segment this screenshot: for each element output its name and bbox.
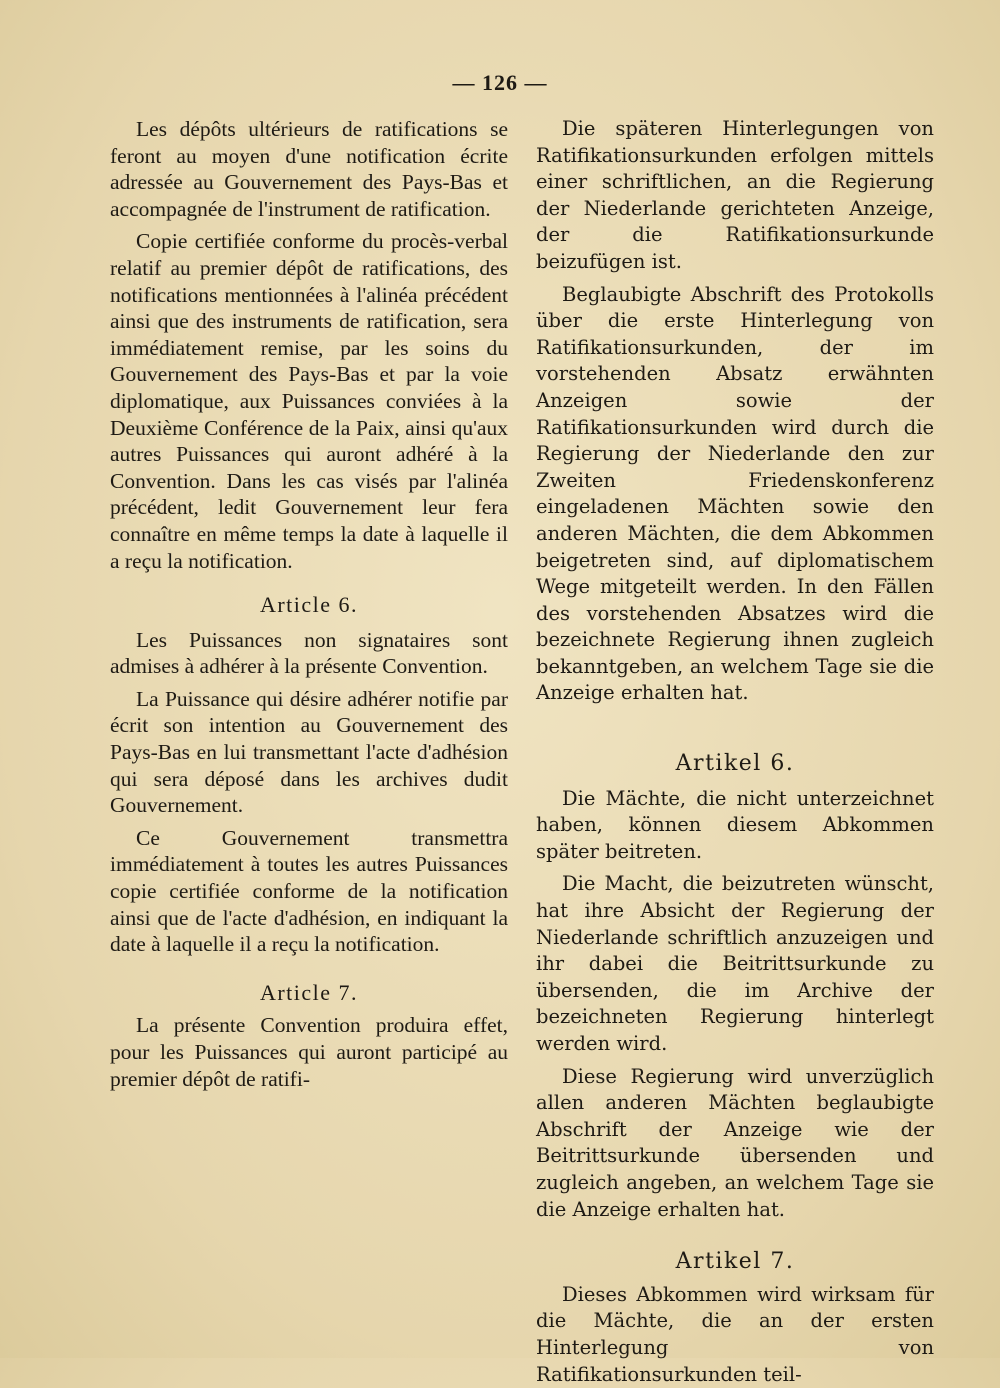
french-paragraph: La Puissance qui désire adhérer notifie par écrit son intention au Gouvernement des Pays-Bas en lui transmettant l'acte d'adhésion qui sera déposé dans les archives dudit Gouvernement. (110, 686, 508, 818)
german-paragraph: Beglaubigte Abschrift des Protokolls über die erste Hinterlegung von Ratifikationsurkunden, der im vorstehenden Absatz erwähnten Anzeigen sowie der Ratifikationsurkunden wird durch die Regierung der Niederlande den zur Zweiten Friedenskonferenz eingeladenen Mächten sowie den anderen Mächten, die dem Abkommen beigetreten sind, auf diplomatischem Wege mitgeteilt werden. In den Fällen des vorstehenden Absatzes wird die bezeichnete Regierung ihnen zugleich bekanntgeben, an welchem Tage sie die Anzeige erhalten hat. (536, 282, 934, 705)
german-paragraph: Diese Regierung wird unverzüglich allen anderen Mächten beglaubigte Abschrift der Anzeige wie der Beitrittsurkunde übersenden und zugleich angeben, an welchem Tage sie die Anzeige erhalten hat. (536, 1064, 934, 1221)
french-paragraph: Les dépôts ultérieurs de ratifications se feront au moyen d'une notification écrite adressée au Gouvernement des Pays-Bas et accompagnée de l'instrument de ratification. (110, 117, 508, 221)
french-article-7-heading: Article 7. (259, 979, 359, 1005)
german-paragraph: Die Mächte, die nicht unterzeichnet haben, können diesem Abkommen später beitreten. (536, 786, 934, 863)
french-paragraph: Ce Gouvernement transmettra immédiatement à toutes les autres Puissances copie certifiée conforme de la notification ainsi que de l'acte d'adhésion, en indiquant la date à laquelle il a reçu la notification. (110, 825, 508, 957)
german-article-7-heading: Artikel 7. (675, 1249, 795, 1275)
french-paragraph: Les Puissances non signataires sont admises à adhérer à la présente Convention. (110, 627, 508, 679)
german-column (536, 116, 934, 1388)
german-paragraph: Die späteren Hinterlegungen von Ratifikationsurkunden erfolgen mittels einer schriftlichen, an die Regierung der Niederlande gerichteten Anzeige, der die Ratifikationsurkunde beizufügen ist. (536, 117, 934, 273)
french-article-6-heading: Article 6. (259, 592, 359, 618)
german-paragraph: Dieses Abkommen wird wirksam für die Mächte, die an der ersten Hinterlegung von Ratifikationsurkunden teil- (536, 1282, 934, 1386)
german-paragraph: Die Macht, die beizutreten wünscht, hat ihre Absicht der Regierung der Niederlande schriftlich anzuzeigen und ihr dabei die Beitrittsurkunde zu übersenden, die im Archive der bezeichneten Regierung hinterlegt werden wird. (536, 872, 934, 1055)
french-paragraph: La présente Convention produira effet, pour les Puissances qui auront participé au premier dépôt de ratifi- (110, 1013, 508, 1091)
page-number: — 126 — (452, 70, 548, 95)
german-article-6-heading: Artikel 6. (675, 751, 795, 777)
french-column (110, 116, 508, 1092)
french-paragraph: Copie certifiée conforme du procès-verbal relatif au premier dépôt de ratifications, des notifications mentionnées à l'alinéa précédent ainsi que des instruments de ratification, sera immédiatement remise, par les soins du Gouvernement des Pays-Bas et par la voie diplomatique, aux Puissances conviées à la Deuxième Conférence de la Paix, ainsi qu'aux autres Puissances qui auront adhéré à la Convention. Dans les cas visés par l'alinéa précédent, ledit Gouvernement leur fera connaître en même temps la date à laquelle il a reçu la notification. (110, 229, 508, 573)
